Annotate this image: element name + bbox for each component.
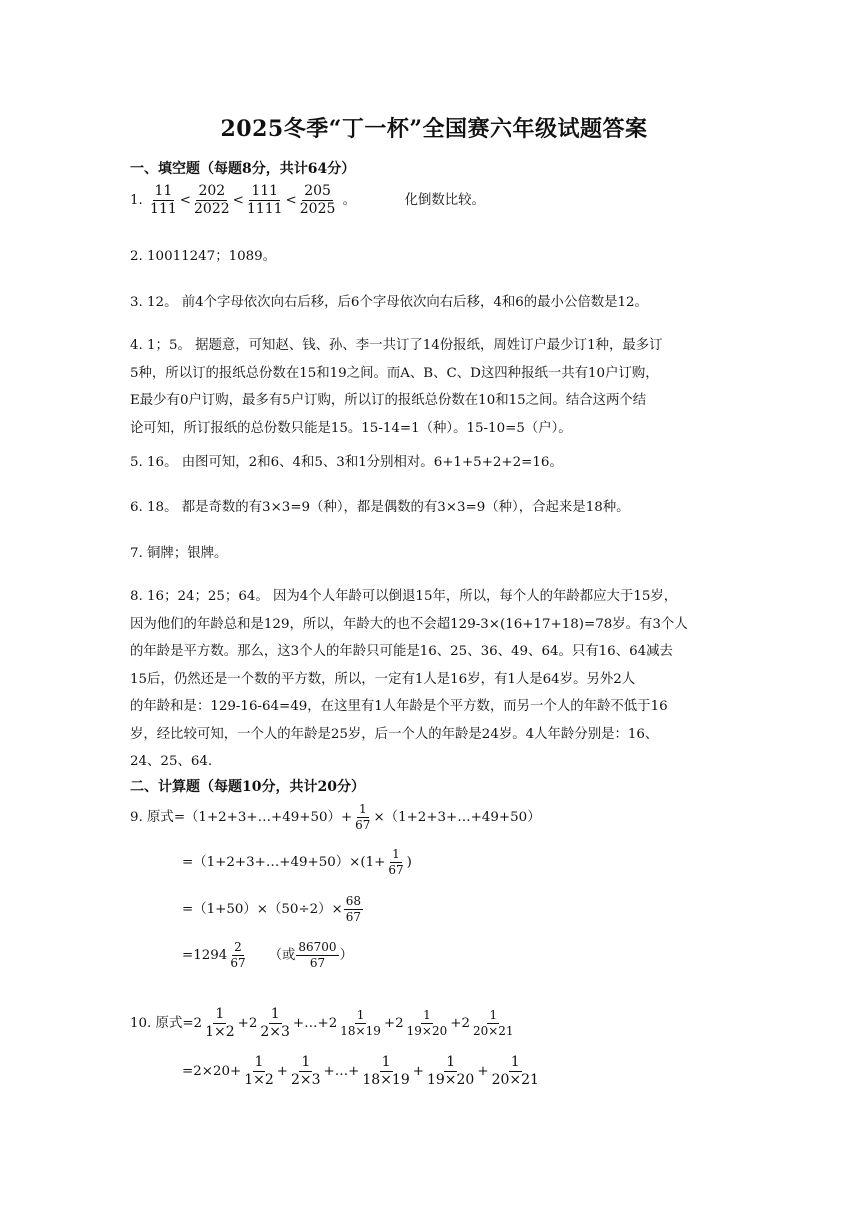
question-2: 2. 10011247；1089。 (130, 249, 277, 264)
q10-fraction: $\frac{1}{1\times 2}$ (244, 1054, 274, 1088)
q9-line-1: 9. 原式=（1+2+3+…+49+50）+ $\frac{1}{67}$ ×（1+2+3+…+49+50） (130, 802, 541, 832)
q1-fraction-1: $\frac{11}{111}$ (150, 183, 177, 217)
q8-line: 15后，仍然还是一个数的平方数，所以，一定有1人是16岁，有1人是64岁。另外2人 (130, 671, 636, 687)
q9-line-3: =（1+50）×（50÷2）× $\frac{68}{67}$ (182, 894, 362, 924)
question-7: 7. 铜牌；银牌。 (130, 546, 228, 561)
q9-line-4: =1294 $\frac{2}{67}$ （或 $\frac{86700}{67}$ ） (182, 940, 353, 970)
q8-line: 8. 16；24；25；64。 因为4个人年龄可以倒退15年，所以，每个人的年龄都应大于15岁， (130, 589, 678, 604)
section-fill-in: 一、填空题（每题8分，共计64分） (130, 161, 356, 177)
q9-fraction: $\frac{2}{67}$ (230, 940, 246, 970)
q8-line: 岁，经比较可知，一个人的年龄是25岁，后一个人的年龄是24岁。4人年龄分别是：16、 (130, 726, 659, 742)
q10-line-1: 10. 原式=2 $\frac{1}{1\times 2}$ +2 $\frac{1}{2\times 3}$ +…+2 $\frac{1}{18\times 19}$ +2 $\frac{1}{19\times 20}$ +2 $\frac{1}{20\times 21}$ (130, 1006, 514, 1040)
q10-fraction: $\frac{1}{20\times 21}$ (472, 1008, 514, 1038)
q9-line-2: =（1+2+3+…+49+50）×(1+ $\frac{1}{67}$ ) (182, 847, 412, 877)
q1-fraction-4: $\frac{205}{2025}$ (299, 183, 336, 217)
q4-line: 论可知，所订报纸的总份数只能是15。15-14=1（种）。15-10=5（户）。 (130, 420, 572, 436)
q1-end: 。 (342, 193, 357, 208)
question-6: 6. 18。 都是奇数的有3×3=9（种），都是偶数的有3×3=9（种），合起来是18种。 (130, 500, 630, 515)
q10-fraction: $\frac{1}{1\times 2}$ (205, 1006, 235, 1040)
q1-less-than: < (179, 193, 192, 208)
q10-line-2: =2×20+ $\frac{1}{1\times 2}$ + $\frac{1}{2\times 3}$ +…+ $\frac{1}{18\times 19}$ + $\frac{1}{19\times 20}$ + $\frac{1}{20\times 21}$ (182, 1054, 539, 1088)
q1-fraction-2: $\frac{202}{2022}$ (194, 183, 230, 217)
q9-fraction: $\frac{68}{67}$ (345, 894, 362, 924)
q9-fraction: $\frac{1}{67}$ (355, 802, 371, 832)
page-title: 2025冬季“丁一杯”全国赛六年级试题答案 (220, 116, 648, 142)
q8-line: 的年龄是平方数。那么，这3个人的年龄只可能是16、25、36、49、64。只有16、64减去 (130, 644, 673, 659)
q8-line: 24、25、64. (130, 754, 213, 769)
question-5: 5. 16。 由图可知，2和6、4和5、3和1分别相对。6+1+5+2+2=16。 (130, 455, 563, 470)
q10-fraction: $\frac{1}{2\times 3}$ (291, 1054, 321, 1088)
q10-fraction: $\frac{1}{18\times 19}$ (340, 1008, 381, 1038)
q4-line: E最少有0户订购，最多有5户订购，所以订的报纸总份数在10和15之间。结合这两个结 (130, 393, 647, 408)
question-3: 3. 12。 前4个字母依次向右后移，后6个字母依次向右后移，4和6的最小公倍数是12。 (130, 295, 648, 310)
q10-fraction: $\frac{1}{20\times 21}$ (491, 1054, 539, 1088)
q10-fraction: $\frac{1}{19\times 20}$ (406, 1008, 448, 1038)
question-1 (130, 183, 485, 219)
question-8 (130, 583, 740, 776)
q10-fraction: $\frac{1}{18\times 19}$ (362, 1054, 410, 1088)
q1-fraction-3: $\frac{111}{1111}$ (246, 183, 283, 217)
q1-label: 1. (130, 193, 143, 208)
section-calculation: 二、计算题（每题10分，共计20分） (130, 779, 365, 795)
q4-line: 4. 1；5。 据题意，可知赵、钱、孙、李一共订了14份报纸，周姓订户最少订1种，最多订 (130, 338, 663, 353)
q1-note: 化倒数比较。 (404, 193, 485, 208)
q8-line: 因为他们的年龄总和是129，所以，年龄大的也不会超129-3×(16+17+18)=78岁。有3个人 (130, 616, 688, 632)
q10-fraction: $\frac{1}{2\times 3}$ (260, 1006, 290, 1040)
q4-line: 5种，所以订的报纸总份数在15和19之间。而A、B、C、D这四种报纸一共有10户订购， (130, 365, 659, 381)
q9-fraction: $\frac{1}{67}$ (388, 847, 404, 877)
q10-fraction: $\frac{1}{19\times 20}$ (426, 1054, 475, 1088)
q8-line: 的年龄和是：129-16-64=49，在这里有1人年龄是个平方数，而另一个人的年龄不低于16 (130, 699, 668, 714)
question-4 (130, 332, 740, 442)
q9-fraction: $\frac{86700}{67}$ (298, 940, 337, 970)
q1-less-than: < (232, 193, 244, 208)
q1-less-than: < (285, 193, 297, 208)
